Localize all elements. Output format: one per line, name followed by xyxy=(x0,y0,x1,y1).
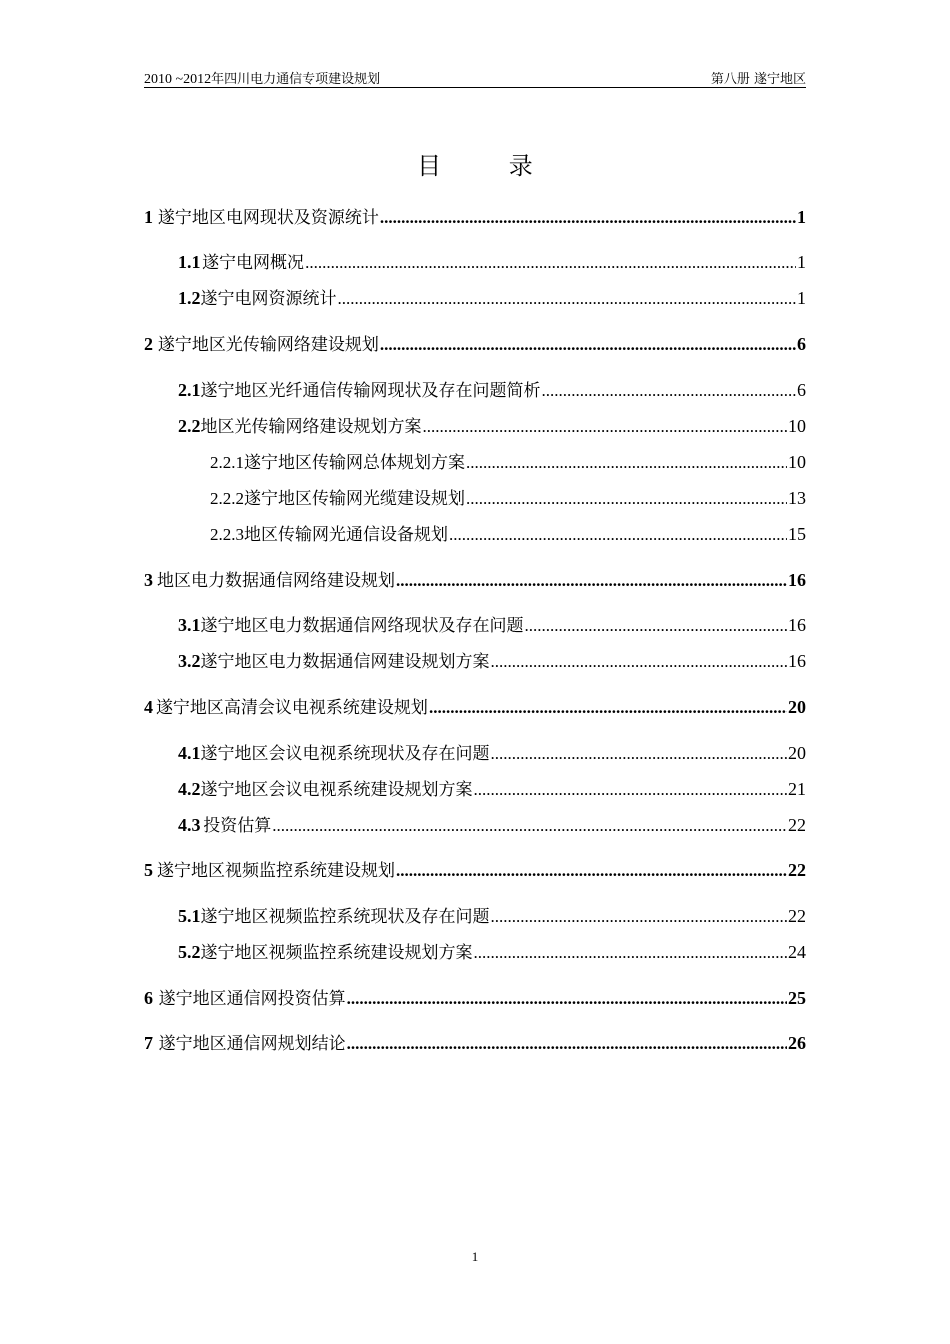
toc-entry-page: 6 xyxy=(797,334,806,354)
toc-entry-1[interactable] xyxy=(144,203,806,228)
toc-entry-number: 2.2.1 xyxy=(210,453,244,472)
toc-leader-dots xyxy=(491,907,788,927)
toc-entry-number: 3 xyxy=(144,570,153,590)
toc-leader-dots xyxy=(423,417,788,437)
toc-entry-label: 遂宁地区会议电视系统现状及存在问题 xyxy=(200,744,490,764)
toc-entry-3-1[interactable] xyxy=(178,611,806,636)
toc-entry-page: 10 xyxy=(788,416,806,436)
header-document-title xyxy=(144,68,380,88)
toc-entry-6[interactable] xyxy=(144,984,806,1009)
toc-entry-label: 遂宁地区电力数据通信网络现状及存在问题 xyxy=(200,616,524,636)
header-year-range: 2010 ~2012 xyxy=(144,72,212,87)
toc-entry-number: 1.1 xyxy=(178,252,201,272)
toc-leader-dots xyxy=(491,744,788,764)
toc-leader-dots xyxy=(429,698,787,718)
toc-entry-label: 遂宁地区视频监控系统现状及存在问题 xyxy=(200,907,490,927)
toc-entry-label: 地区传输网光通信设备规划 xyxy=(244,525,448,545)
toc-entry-page: 1 xyxy=(797,207,806,227)
toc-leader-dots xyxy=(466,489,787,509)
toc-leader-dots xyxy=(449,525,787,545)
toc-entry-4-2[interactable] xyxy=(178,775,806,800)
toc-entry-5-1[interactable] xyxy=(178,902,806,927)
toc-entry-5-2[interactable] xyxy=(178,938,806,963)
toc-entry-label: 遂宁地区高清会议电视系统建设规划 xyxy=(155,698,428,718)
toc-entry-page: 1 xyxy=(797,288,806,308)
toc-entry-page: 21 xyxy=(788,779,806,799)
toc-entry-number: 2.2.2 xyxy=(210,489,244,508)
toc-entry-label: 遂宁地区视频监控系统建设规划 xyxy=(157,861,396,881)
toc-entry-4-1[interactable] xyxy=(178,739,806,764)
toc-entry-page: 26 xyxy=(788,1033,806,1053)
toc-entry-label: 遂宁地区通信网投资估算 xyxy=(158,989,346,1009)
toc-leader-dots xyxy=(491,652,788,672)
toc-entry-label: 遂宁地区光纤通信传输网现状及存在问题简析 xyxy=(200,381,541,401)
toc-entry-1-2[interactable] xyxy=(178,284,806,309)
toc-entry-page: 6 xyxy=(797,380,806,400)
toc-entry-label: 遂宁地区电网现状及资源统计 xyxy=(157,208,379,228)
toc-entry-page: 1 xyxy=(797,252,806,272)
toc-entry-4[interactable] xyxy=(144,693,806,718)
toc-entry-page: 10 xyxy=(788,452,806,472)
toc-entry-page: 16 xyxy=(788,651,806,671)
toc-entry-label: 遂宁地区会议电视系统建设规划方案 xyxy=(200,780,473,800)
toc-entry-number: 1 xyxy=(144,207,153,227)
toc-entry-2-1[interactable] xyxy=(178,376,806,401)
toc-entry-number: 2.2.3 xyxy=(210,525,244,544)
toc-leader-dots xyxy=(396,571,787,591)
toc-entry-number: 2.1 xyxy=(178,380,201,400)
toc-entry-label: 遂宁电网资源统计 xyxy=(200,289,337,309)
toc-leader-dots xyxy=(474,943,788,963)
toc-entry-label: 地区电力数据通信网络建设规划 xyxy=(157,571,396,591)
toc-entry-page: 24 xyxy=(788,942,806,962)
toc-entry-label: 遂宁地区电力数据通信网建设规划方案 xyxy=(200,652,490,672)
toc-leader-dots xyxy=(347,1034,787,1054)
toc-leader-dots xyxy=(338,289,797,309)
toc-entry-number: 3.1 xyxy=(178,615,201,635)
toc-entry-number: 7 xyxy=(144,1033,153,1053)
toc-entry-page: 22 xyxy=(788,860,806,880)
toc-entry-page: 15 xyxy=(788,524,806,544)
toc-leader-dots xyxy=(347,989,787,1009)
toc-entry-5[interactable] xyxy=(144,856,806,881)
toc-title: 目 录 xyxy=(417,152,563,180)
toc-leader-dots xyxy=(542,381,797,401)
toc-leader-dots xyxy=(380,335,796,355)
toc-entry-3-2[interactable] xyxy=(178,647,806,672)
toc-entry-4-3[interactable] xyxy=(178,811,806,836)
toc-entry-number: 2 xyxy=(144,334,153,354)
toc-entry-label: 遂宁地区视频监控系统建设规划方案 xyxy=(200,943,473,963)
toc-entry-number: 4 xyxy=(144,697,153,717)
toc-entry-2-2[interactable] xyxy=(178,412,806,437)
toc-leader-dots xyxy=(474,780,788,800)
toc-entry-label: 遂宁地区光传输网络建设规划 xyxy=(157,335,379,355)
page-number: 1 xyxy=(471,1249,479,1264)
toc-leader-dots xyxy=(525,616,788,636)
page-header xyxy=(144,66,806,88)
toc-entry-label: 遂宁地区通信网规划结论 xyxy=(158,1034,346,1054)
toc-entry-number: 1.2 xyxy=(178,288,201,308)
toc-entry-number: 5.1 xyxy=(178,906,201,926)
toc-entry-number: 2.2 xyxy=(178,416,201,436)
toc-entry-label: 遂宁地区传输网光缆建设规划 xyxy=(244,489,465,509)
toc-entry-page: 22 xyxy=(788,906,806,926)
toc-entry-7[interactable] xyxy=(144,1029,806,1054)
toc-entry-2-2-1[interactable] xyxy=(210,448,806,473)
toc-leader-dots xyxy=(305,253,796,273)
toc-entry-page: 25 xyxy=(788,988,806,1008)
toc-entry-number: 6 xyxy=(144,988,153,1008)
toc-entry-3[interactable] xyxy=(144,566,806,591)
toc-entry-number: 4.3 xyxy=(178,815,201,835)
toc-entry-number: 5 xyxy=(144,860,153,880)
toc-leader-dots xyxy=(466,453,787,473)
toc-entry-1-1[interactable] xyxy=(178,248,806,273)
toc-entry-number: 4.1 xyxy=(178,743,201,763)
toc-entry-page: 20 xyxy=(788,743,806,763)
toc-entry-label: 地区光传输网络建设规划方案 xyxy=(200,417,422,437)
toc-entry-number: 3.2 xyxy=(178,651,201,671)
header-volume: 第八册 遂宁地区 xyxy=(710,72,806,87)
toc-entry-page: 16 xyxy=(788,615,806,635)
toc-leader-dots xyxy=(380,208,796,228)
toc-entry-2-2-3[interactable] xyxy=(210,520,806,545)
toc-leader-dots xyxy=(272,816,787,836)
toc-entry-label: 投资估算 xyxy=(203,816,272,836)
toc-leader-dots xyxy=(396,861,787,881)
toc-entry-page: 16 xyxy=(788,570,806,590)
toc-entry-page: 20 xyxy=(788,697,806,717)
toc-entry-page: 22 xyxy=(788,815,806,835)
toc-entry-number: 4.2 xyxy=(178,779,201,799)
toc-entry-number: 5.2 xyxy=(178,942,201,962)
toc-entry-2[interactable] xyxy=(144,330,806,355)
toc-entry-2-2-2[interactable] xyxy=(210,484,806,509)
toc-entry-page: 13 xyxy=(788,488,806,508)
header-title-text: 年四川电力通信专项建设规划 xyxy=(211,72,381,87)
toc-entry-label: 遂宁地区传输网总体规划方案 xyxy=(244,453,465,473)
toc-entry-label: 遂宁电网概况 xyxy=(202,253,305,273)
